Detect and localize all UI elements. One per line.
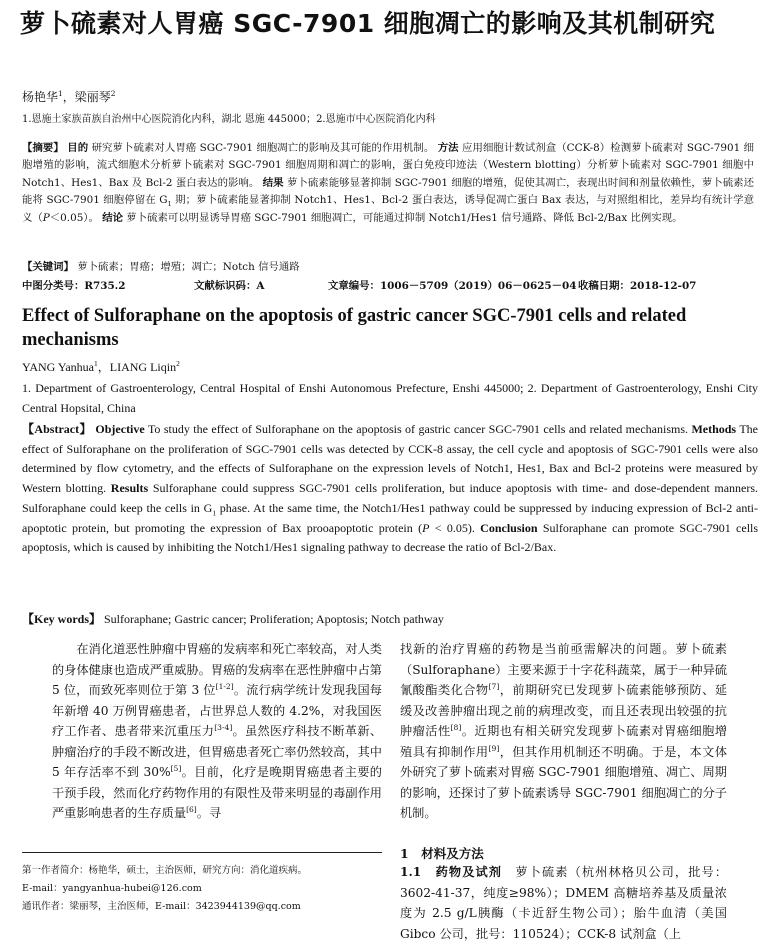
objective-label-cn: 目的: [67, 142, 89, 154]
methods-label-cn: 方法: [437, 142, 459, 154]
english-affiliation: 1. Department of Gastroenterology, Central Hospital of Enshi Autonomous Prefecture, Enshi 445000; 2. Department of Gastroenterology, Enshi City Central Hopsital, China: [22, 381, 758, 415]
results-p-cn: P: [42, 211, 50, 224]
body-left-a: 在消化道恶性肿瘤中胃癌的发病率和死亡率较高，对人类的身体健康也造成严重威胁。胃癌的发病率在恶性肿瘤中占第 5 位，而致死率则位于第 3 位: [52, 642, 382, 697]
body-left-c: 。虽然医疗科技不断革新、肿瘤治疗的手段不断改进，但胃癌患者死亡率仍然较高，其中 5 年存活率不到 30%: [52, 724, 383, 779]
subsection-label: 1.1 药物及试剂: [400, 865, 503, 879]
chinese-keywords: [22, 258, 300, 273]
author-separator-cn: ，: [62, 90, 75, 104]
author-1-cn: 杨艳华: [22, 90, 59, 104]
author-2-en: LIANG Liqin: [109, 360, 177, 374]
results-label-en: Results: [110, 481, 149, 496]
footnote-divider: [22, 852, 382, 853]
abstract-label-cn: 【摘要】: [22, 142, 64, 154]
keywords-cn: 萝卜硫素；胃癌；增殖；凋亡；Notch 信号通路: [77, 261, 300, 273]
results-sub-cn: 1: [167, 200, 172, 209]
keywords-label-cn: 【关键词】: [22, 261, 74, 273]
methods-text-cn: 应用细胞计数试剂盒（CCK-8）检测萝卜硫素对 SGC-7901 细胞增殖的影响，流式细胞术分析萝卜硫素对 SGC-7901 细胞周期和凋亡的影响，蛋白免疫印迹法（Western blotting）分析萝卜硫素对 SGC-7901 细胞中 Notch1、Hes1、Bax 及 Bcl-2 蛋白表达的影响。: [22, 142, 755, 189]
footnote-email: E-mail：yangyanhua-hubei@126.com: [22, 883, 202, 894]
conclusion-label-en: Conclusion: [480, 520, 538, 535]
chinese-title: 萝卜硫素对人胃癌 SGC-7901 细胞凋亡的影响及其机制研究: [20, 9, 716, 38]
keywords-en: Sulforaphane; Gastric cancer; Proliferation; Apoptosis; Notch pathway: [104, 612, 444, 626]
article-number: 文章编号：1006－5709（2019）06－0625－04: [328, 280, 577, 292]
section-heading-materials-methods: 1 材料及方法: [400, 846, 484, 861]
keywords-label-en: 【Key words】: [22, 612, 101, 626]
document-code: 文献标识码：A: [194, 280, 265, 292]
body-right-column: [400, 639, 727, 824]
received-date: 收稿日期：2018-12-07: [578, 280, 697, 292]
chinese-abstract: [22, 140, 754, 227]
citation-7: [7]: [488, 681, 500, 691]
author-2-cn-affil: 2: [110, 89, 116, 98]
methods-text-en: The effect of Sulforaphane on the proliferation of SGC-7901 cells was detected by CCK-8 assay, the cell cycle and apoptosis of SGC-7901 cells were also determined by flow cytometry, and the effects of Sulforaphane on the expression levels of Notch1, Hes1, Bax and Bcl-2 proteins were measured by Western blotting.: [22, 422, 758, 496]
subsection-drugs-reagents: [400, 862, 727, 944]
footnote-author-bio: 第一作者简介：杨艳华，硕士，主治医师，研究方向：消化道疾病。: [22, 865, 308, 876]
citation-5: [5]: [170, 763, 182, 773]
body-left-b: 。流行病学统计发现我国每年新增 40 万例胃癌患者，占世界总人数的 4.2%，对我国医疗工作者、患者带来沉重压力: [52, 683, 382, 738]
body-right-d: ，但其作用机制还不明确。于是，本文体外研究了萝卜硫素对胃癌 SGC-7901 细胞增殖、凋亡、周期的影响，还探讨了萝卜硫素诱导 SGC-7901 细胞凋亡的分子机制。: [400, 744, 728, 820]
citation-3-4: [3-4]: [214, 722, 233, 732]
citation-8: [8]: [450, 722, 462, 732]
results-text-cn-b: 期；萝卜硫素能显著抑制 Notch1、Hes1、Bcl-2 蛋白表达，诱导促凋亡蛋白 Bax 表达，与对照组相比，差异均有统计学意义（: [22, 194, 754, 224]
english-abstract: [22, 420, 758, 558]
body-left-e: 。寻: [196, 806, 222, 820]
chinese-authors: [22, 88, 116, 105]
body-right-b: ，前期研究已发现萝卜硫素能够预防、延缓及改善肿瘤出现之前的病理改变，而且还表现出较强的抗肿瘤活性: [400, 683, 728, 738]
english-keywords: [22, 610, 444, 627]
results-text-en-a: Sulforaphane could suppress SGC-7901 cells proliferation, but induce apoptosis with time- and dose-dependent manners. Sulforaphane could keep the cells in G: [22, 481, 759, 515]
chinese-affiliation: 1.恩施土家族苗族自治州中心医院消化内科，湖北 恩施 445000；2.恩施市中心医院消化内科: [22, 114, 436, 125]
methods-label-en: Methods: [691, 422, 737, 436]
results-text-en-c: < 0.05).: [429, 520, 475, 535]
results-text-cn-a: 萝卜硫素能够显著抑制 SGC-7901 细胞的增殖，促使其凋亡，表现出时间和剂量依赖性，萝卜硫素还能将 SGC-7901 细胞停留在 G: [22, 176, 755, 207]
author-separator-en: ，: [97, 360, 110, 374]
results-label-cn: 结果: [262, 176, 284, 189]
conclusion-text-en: Sulforaphane can promote SGC-7901 cells apoptosis, which is caused by inhibiting the Notch1/Hes1 signaling pathway to decrease the ratio of Bcl-2/Bax.: [22, 520, 759, 555]
conclusion-label-cn: 结论: [102, 211, 123, 224]
objective-text-en: To study the effect of Sulforaphane on the apoptosis of gastric cancer SGC-7901 cells and related mechanisms.: [147, 422, 688, 436]
clc-number: 中图分类号：R735.2: [22, 280, 126, 292]
objective-text-cn: 研究萝卜硫素对人胃癌 SGC-7901 细胞凋亡的影响及其可能的作用机制。: [91, 142, 435, 154]
author-1-en: YANG Yanhua: [22, 360, 95, 374]
results-p-en: P: [422, 520, 430, 535]
author-2-cn: 梁丽琴: [74, 90, 111, 104]
author-1-en-affil: 1: [94, 359, 98, 368]
english-authors: [22, 358, 180, 375]
footnote-corresponding: 通讯作者：梁丽琴，主治医师，E-mail：3423944139@qq.com: [22, 901, 301, 912]
author-1-cn-affil: 1: [58, 89, 63, 98]
conclusion-text-cn: 萝卜硫素可以明显诱导胃癌 SGC-7901 细胞凋亡，可能通过抑制 Notch1/Hes1 信号通路、降低 Bcl-2/Bax 比例实现。: [126, 211, 683, 224]
author-2-en-affil: 2: [176, 359, 180, 368]
objective-label-en: Objective: [95, 422, 145, 436]
citation-1-2: [1-2]: [215, 681, 234, 691]
results-sub-en: 1: [212, 508, 217, 518]
english-title: Effect of Sulforaphane on the apoptosis of gastric cancer SGC-7901 cells and related mechanisms: [22, 306, 687, 350]
results-text-en-b: phase. At the same time, the Notch1/Hes1 pathway could be suppressed by inducing expression of Bcl-2 anti-apoptotic protein, but promoting the expression of Bax prooapoptotic protein (: [22, 500, 758, 535]
footnote: [22, 862, 382, 916]
body-left-column: [52, 639, 382, 824]
results-text-cn-c: ＜0.05）。: [49, 211, 99, 224]
subsection-text: 萝卜硫素（杭州林格贝公司，批号：3602-41-37，纯度≥98%）；DMEM 高糖培养基及质量浓度为 2.5 g/L胰酶（卡近舒生物公司）；胎牛血清（美国 Gibco 公司，批号：110524）；CCK-8 试剂盒（上: [400, 865, 728, 941]
citation-6: [6]: [186, 804, 197, 814]
body-right-c: 。近期也有相关研究发现萝卜硫素对胃癌细胞增殖具有抑制作用: [400, 724, 728, 759]
citation-9: [9]: [488, 743, 500, 753]
body-left-d: 。目前，化疗是晚期胃癌患者主要的干预手段，然而化疗药物作用的有限性及带来明显的毒副作用严重影响患者的生存质量: [52, 765, 382, 820]
body-right-a: 找新的治疗胃癌的药物是当前亟需解决的问题。萝卜硫素（Sulforaphane）主要来源于十字花科蔬菜，属于一种异硫氰酸酯类化合物: [400, 642, 727, 697]
abstract-label-en: 【Abstract】: [22, 422, 92, 436]
